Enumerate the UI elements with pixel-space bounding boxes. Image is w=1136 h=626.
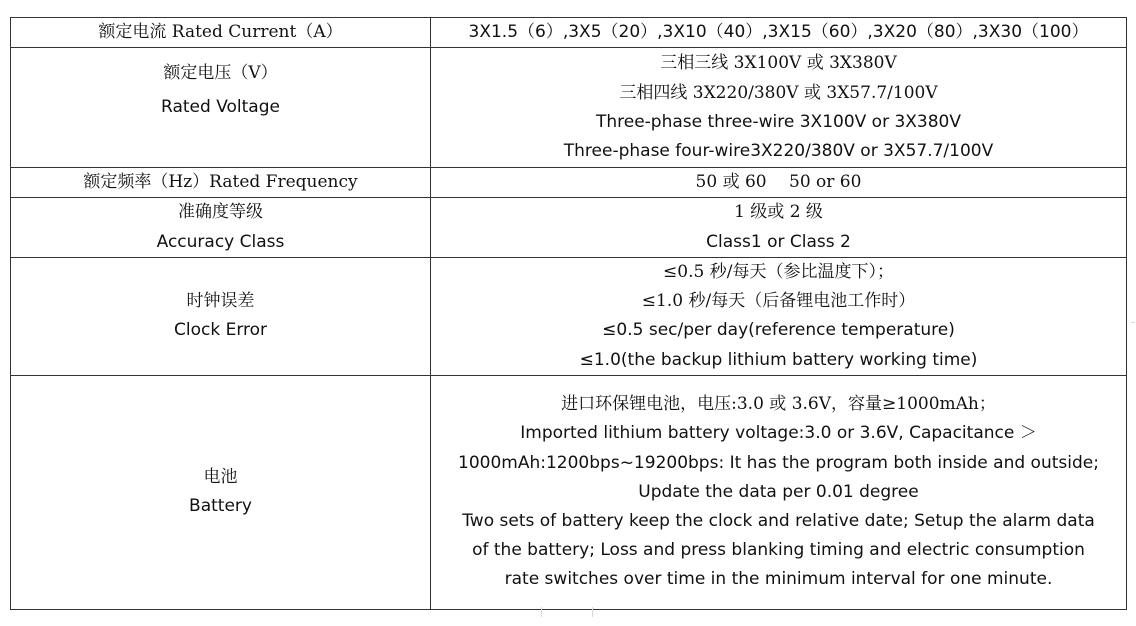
label-text: Rated Voltage <box>161 97 280 118</box>
label-text: 电池 <box>203 467 238 488</box>
value-text: Three-phase four-wire3X220/380V or 3X57.7/100V <box>563 140 994 161</box>
value-battery <box>431 375 1127 609</box>
label-text: 时钟误差 <box>186 291 255 312</box>
label-text: 额定频率（Hz）Rated Frequency <box>83 172 358 193</box>
label-text: Battery <box>189 496 252 517</box>
label-text: Accuracy Class <box>156 231 285 252</box>
table-row-rated-current <box>11 18 1127 48</box>
value-text: ≤0.5 秒/每天（参比温度下）； <box>663 261 894 282</box>
value-accuracy-class <box>431 198 1127 257</box>
value-text: Class1 or Class 2 <box>706 231 851 252</box>
value-rated-frequency <box>431 168 1127 198</box>
value-text: 1 级或 2 级 <box>734 202 823 223</box>
label-text: 额定电压（V） <box>163 63 278 84</box>
table-row-rated-frequency <box>11 168 1127 198</box>
table-row-accuracy-class <box>11 198 1127 257</box>
value-text: Two sets of battery keep the clock and relative date; Setup the alarm data of the battery; Loss and press blanking timing and electric consumption rate switches over time in the minimum interval for one minute. <box>462 510 1095 590</box>
value-text: 3X1.5（6）,3X5（20）,3X10（40）,3X15（60）,3X20（80）,3X30（100） <box>468 22 1089 42</box>
label-rated-voltage <box>11 48 431 168</box>
value-text: ≤1.0(the backup lithium battery working time) <box>579 349 978 370</box>
value-text: 三相四线 3X220/380V 或 3X57.7/100V <box>619 82 938 103</box>
value-clock-error <box>431 257 1127 375</box>
value-rated-current <box>431 18 1127 48</box>
label-text: Clock Error <box>173 320 268 341</box>
label-accuracy-class <box>11 198 431 257</box>
value-rated-voltage <box>431 48 1127 168</box>
value-text: 50 或 60 50 or 60 <box>695 172 862 193</box>
label-rated-frequency <box>11 168 431 198</box>
label-rated-current <box>11 18 431 48</box>
label-clock-error <box>11 257 431 375</box>
value-text: Imported lithium battery voltage:3.0 or 3.6V, Capacitance ＞ 1000mAh:1200bps~19200bps: It has the program both inside and outside; Update the data per 0.01 degree <box>458 423 1099 502</box>
value-text: 三相三线 3X100V 或 3X380V <box>660 53 897 74</box>
label-text: 额定电流 Rated Current（A） <box>98 22 343 42</box>
page-edge-stub <box>1131 322 1135 331</box>
label-battery <box>11 375 431 609</box>
value-text: Three-phase three-wire 3X100V or 3X380V <box>595 111 962 132</box>
value-text: ≤1.0 秒/每天（后备锂电池工作时） <box>641 291 916 312</box>
label-text: 准确度等级 <box>178 202 263 223</box>
value-text: ≤0.5 sec/per day(reference temperature) <box>602 320 955 341</box>
value-text: 进口环保锂电池，电压:3.0 或 3.6V，容量≥1000mAh； <box>561 394 996 415</box>
page-edge-stub <box>541 607 593 617</box>
table-row-rated-voltage <box>11 48 1127 168</box>
spec-table <box>10 17 1127 610</box>
table-row-clock-error <box>11 257 1127 375</box>
table-row-battery <box>11 375 1127 609</box>
